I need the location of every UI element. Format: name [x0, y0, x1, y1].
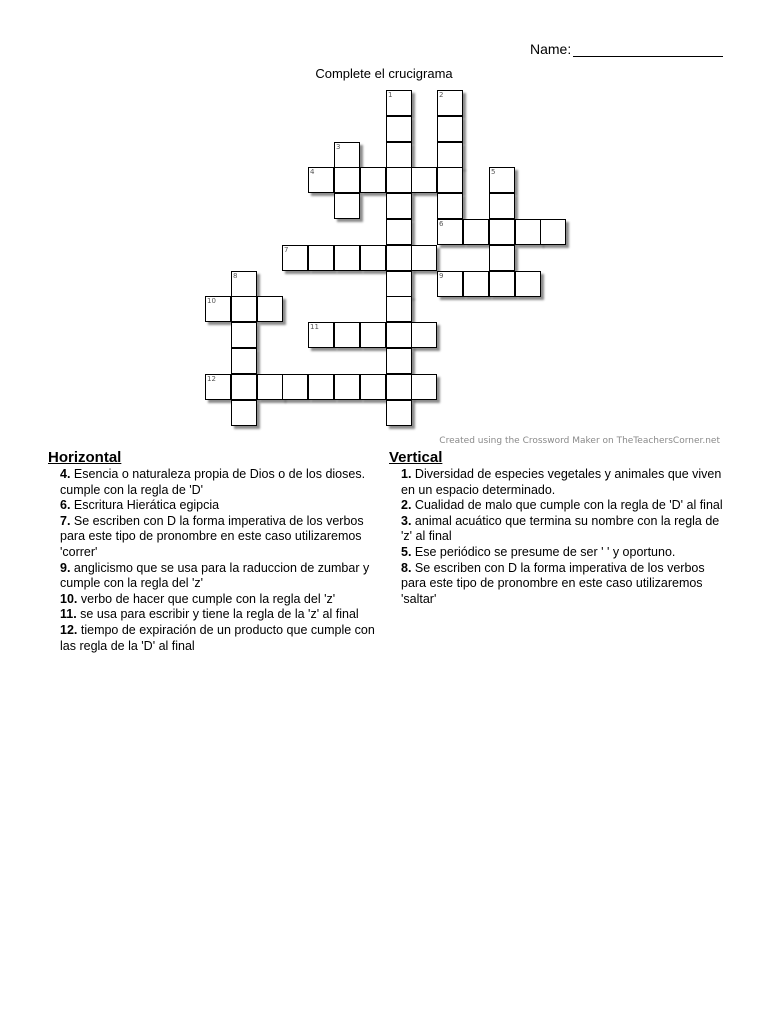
grid-cell[interactable]	[205, 296, 231, 322]
grid-cell[interactable]	[231, 322, 257, 348]
grid-cell[interactable]	[437, 219, 463, 245]
clue-item-text: se usa para escribir y tiene la regla de la 'z' al final	[76, 607, 359, 622]
grid-cell[interactable]	[386, 167, 412, 193]
clue-item-text: tiempo de expiración de un producto que cumple con las regla de la 'D' al final	[60, 622, 375, 653]
grid-cell[interactable]	[334, 245, 360, 271]
grid-cell[interactable]	[334, 374, 360, 400]
grid-cell[interactable]	[386, 245, 412, 271]
grid-cell[interactable]	[360, 374, 386, 400]
across-heading: Horizontal	[48, 449, 122, 466]
clue-item	[60, 561, 383, 592]
clue-item-text: Ese periódico se presume de ser ' ' y oportuno.	[411, 544, 676, 559]
clue-item	[401, 467, 724, 498]
grid-cell[interactable]	[386, 400, 412, 426]
clue-item	[60, 607, 383, 623]
grid-cell[interactable]	[386, 348, 412, 374]
clue-item-number: 4.	[60, 467, 71, 481]
clue-item-text: Diversidad de especies vegetales y animales que viven en un espacio determinado.	[401, 467, 722, 497]
grid-cell[interactable]	[489, 245, 515, 271]
clue-number: 11	[310, 323, 319, 331]
grid-cell[interactable]	[411, 167, 437, 193]
grid-cell[interactable]	[411, 374, 437, 400]
clue-item	[60, 592, 383, 608]
clue-item-text: Se escriben con D la forma imperativa de los verbos para este tipo de pronombre en este caso utilizaremos 'correr'	[60, 513, 364, 559]
clue-item	[401, 498, 724, 514]
grid-cell[interactable]	[411, 322, 437, 348]
grid-cell[interactable]	[231, 374, 257, 400]
clue-item-number: 3.	[401, 513, 412, 528]
grid-cell[interactable]	[360, 322, 386, 348]
grid-cell[interactable]	[334, 193, 360, 219]
grid-cell[interactable]	[205, 374, 231, 400]
grid-cell[interactable]	[231, 296, 257, 322]
grid-cell[interactable]	[515, 271, 541, 297]
grid-cell[interactable]	[257, 296, 283, 322]
clue-item-number: 1.	[401, 467, 412, 481]
clue-number: 7	[284, 246, 289, 254]
grid-cell[interactable]	[231, 400, 257, 426]
clue-item-number: 6.	[60, 498, 71, 513]
clue-item-text: animal acuático que termina su nombre con la regla de 'z' al final	[401, 513, 720, 544]
grid-cell[interactable]	[360, 167, 386, 193]
grid-cell[interactable]	[437, 167, 463, 193]
grid-cell[interactable]	[540, 219, 566, 245]
clue-item-number: 5.	[401, 544, 412, 559]
clue-number: 3	[336, 143, 341, 151]
grid-cell[interactable]	[308, 167, 334, 193]
across-clues	[48, 449, 383, 654]
grid-cell[interactable]	[463, 271, 489, 297]
grid-cell[interactable]	[386, 142, 412, 168]
grid-cell[interactable]	[308, 374, 334, 400]
grid-cell[interactable]	[386, 219, 412, 245]
grid-cell[interactable]	[282, 374, 308, 400]
clue-item-number: 8.	[401, 560, 412, 575]
clue-number: 4	[310, 168, 315, 176]
grid-cell[interactable]	[386, 193, 412, 219]
name-label: Name:	[530, 41, 572, 57]
grid-cell[interactable]	[489, 271, 515, 297]
grid-cell[interactable]	[231, 348, 257, 374]
grid-cell[interactable]	[515, 219, 541, 245]
clue-number: 1	[388, 91, 393, 99]
clue-item-text: Escritura Hierática egipcia	[70, 498, 220, 513]
clue-item-number: 7.	[60, 513, 71, 528]
clue-number: 8	[233, 272, 238, 280]
clue-item-text: Cualidad de malo que cumple con la regla de 'D' al final	[411, 498, 723, 513]
grid-cell[interactable]	[463, 219, 489, 245]
grid-cell[interactable]	[334, 142, 360, 168]
grid-cell[interactable]	[231, 271, 257, 297]
grid-cell[interactable]	[386, 271, 412, 297]
grid-cell[interactable]	[386, 322, 412, 348]
crossword-grid	[0, 0, 768, 440]
grid-cell[interactable]	[334, 322, 360, 348]
credit-text: Created using the Crossword Maker on TheTeachersCorner.net	[439, 436, 720, 446]
clue-item-text: verbo de hacer que cumple con la regla del 'z'	[77, 591, 336, 606]
clue-number: 6	[439, 220, 444, 228]
clue-number: 10	[207, 297, 216, 305]
clue-item-text: Se escriben con D la forma imperativa de los verbos para este tipo de pronombre en este caso utilizaremos 'saltar'	[401, 560, 705, 606]
down-heading: Vertical	[389, 449, 443, 466]
grid-cell[interactable]	[437, 193, 463, 219]
clue-item	[401, 514, 724, 545]
grid-cell[interactable]	[386, 116, 412, 142]
grid-cell[interactable]	[360, 245, 386, 271]
clue-item-number: 2.	[401, 498, 412, 513]
clue-item-text: anglicismo que se usa para la raduccion de zumbar y cumple con la regla del 'z'	[60, 560, 370, 591]
grid-cell[interactable]	[257, 374, 283, 400]
clue-number: 2	[439, 91, 444, 99]
clue-item	[60, 467, 383, 498]
grid-cell[interactable]	[386, 296, 412, 322]
grid-cell[interactable]	[334, 167, 360, 193]
grid-cell[interactable]	[437, 90, 463, 116]
clue-number: 9	[439, 272, 444, 280]
grid-cell[interactable]	[411, 245, 437, 271]
grid-cell[interactable]	[282, 245, 308, 271]
grid-cell[interactable]	[386, 90, 412, 116]
clue-number: 5	[491, 168, 496, 176]
clue-item	[401, 545, 724, 561]
clue-item	[401, 561, 724, 608]
clue-item	[60, 623, 383, 654]
clue-number: 12	[207, 375, 216, 383]
grid-cell[interactable]	[489, 219, 515, 245]
down-clues	[389, 449, 724, 607]
clue-item-number: 9.	[60, 560, 71, 575]
grid-cell[interactable]	[308, 245, 334, 271]
grid-cell[interactable]	[308, 322, 334, 348]
clue-item	[60, 514, 383, 561]
clue-item-text: Esencia o naturaleza propia de Dios o de los dioses. cumple con la regla de 'D'	[60, 467, 366, 497]
grid-cell[interactable]	[437, 116, 463, 142]
grid-cell[interactable]	[386, 374, 412, 400]
puzzle-title: Complete el crucigrama	[315, 66, 453, 81]
grid-cell[interactable]	[437, 142, 463, 168]
clue-item-number: 12.	[60, 622, 78, 637]
clue-item-number: 10.	[60, 591, 78, 606]
clue-item-number: 11.	[60, 607, 77, 622]
grid-cell[interactable]	[489, 193, 515, 219]
grid-cell[interactable]	[437, 271, 463, 297]
grid-cell[interactable]	[489, 167, 515, 193]
clue-item	[60, 498, 383, 514]
